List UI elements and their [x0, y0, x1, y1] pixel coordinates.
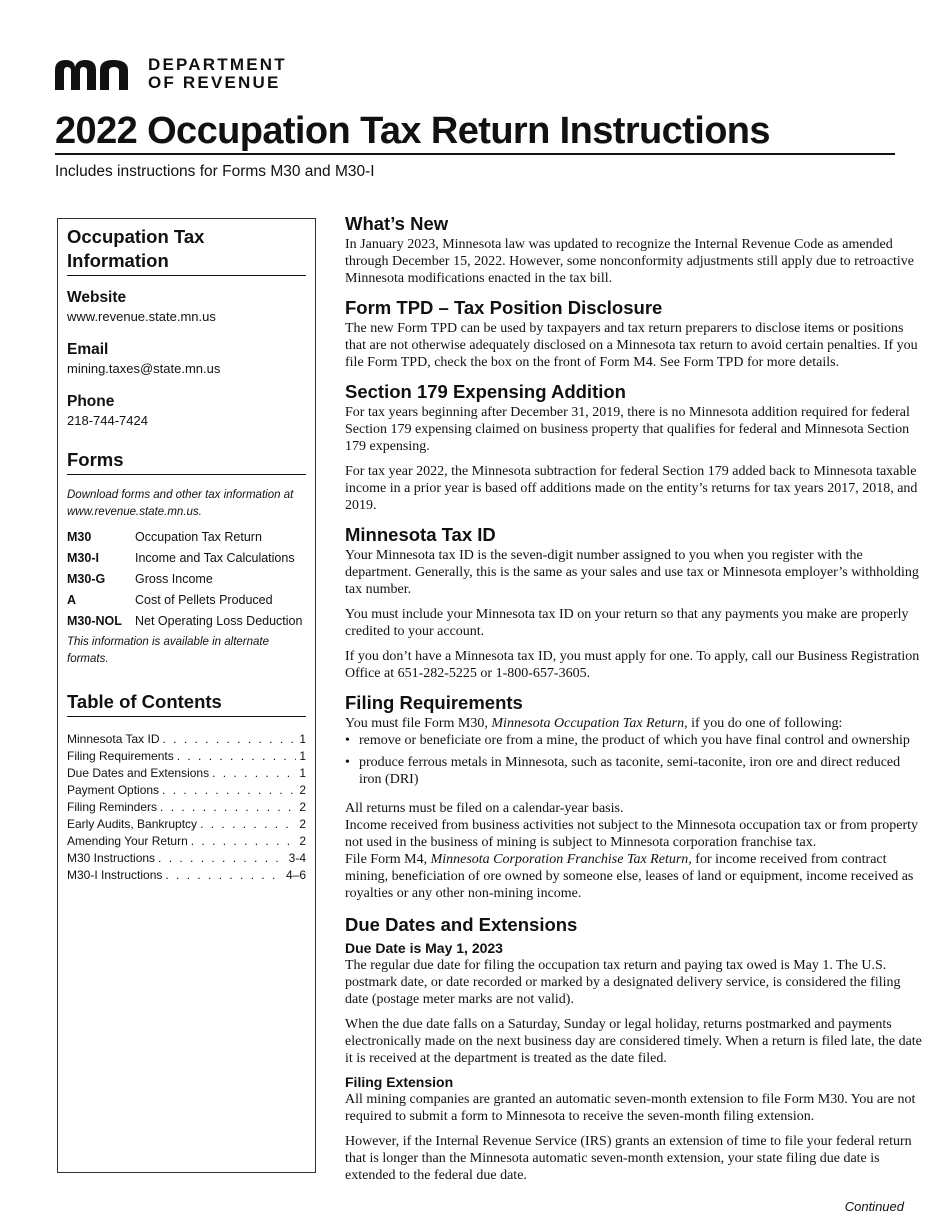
form-name: Occupation Tax Return [135, 530, 262, 544]
toc-label: Early Audits, Bankruptcy [67, 817, 198, 831]
whats-new-section [345, 212, 925, 287]
tpd-text: The new Form TPD can be used by taxpayers and tax return preparers to disclose items or positions that are not otherwise adequately disclosed on a Minnesota tax return to avoid certain penalties. If you file Form TPD, check the box on the front of Form M4. See Form TPD for more details. [345, 321, 918, 370]
toc-leader [163, 731, 297, 748]
title-divider [55, 153, 895, 155]
toc-entry[interactable] [67, 799, 306, 816]
toc-leader [162, 782, 296, 799]
toc-entry[interactable] [67, 850, 306, 867]
toc-leader [191, 833, 297, 850]
tax-id-heading: Minnesota Tax ID [345, 524, 496, 545]
filing-bullets [345, 732, 925, 788]
website-label: Website [67, 289, 127, 306]
phone-block [67, 392, 306, 430]
phone-value: 218-744-7424 [67, 413, 148, 428]
form-code: A [67, 593, 77, 607]
toc-page: 2 [299, 783, 306, 797]
section-179-section [345, 380, 925, 514]
form-name: Cost of Pellets Produced [135, 593, 273, 607]
section-179-text-1: For tax years beginning after December 31, 2019, there is no Minnesota addition required for federal Section 179 expensing claimed on business property that qualifies for federal and Minnesota Section 179 expensing. [345, 405, 910, 454]
info-sidebar [57, 218, 316, 1173]
filing-intro-text: You must file Form M30, [345, 716, 492, 731]
filing-extension-text-1: All mining companies are granted an automatic seven-month extension to file Form M30. You are not required to submit a form to Minnesota to receive the seven-month filing extension. [345, 1092, 916, 1124]
toc-leader [160, 799, 296, 816]
forms-heading: Forms [67, 448, 306, 475]
toc-page: 1 [299, 749, 306, 763]
toc-page: 2 [299, 834, 306, 848]
form-m30-title: Minnesota Occupation Tax Return, [491, 716, 688, 731]
form-m4-text [345, 851, 925, 902]
toc-leader [177, 748, 297, 765]
tpd-heading: Form TPD – Tax Position Disclosure [345, 297, 663, 318]
toc-page: 1 [299, 732, 306, 746]
toc-label: Minnesota Tax ID [67, 732, 160, 746]
calendar-year-text: All returns must be filed on a calendar-year basis. [345, 801, 624, 816]
toc-entry[interactable] [67, 748, 306, 765]
occupation-tax-info-heading: Occupation Tax Information [67, 226, 205, 271]
toc-label: M30-I Instructions [67, 868, 163, 882]
email-block [67, 340, 306, 378]
info-heading-rule [67, 275, 306, 276]
table-of-contents [67, 731, 306, 884]
toc-leader [165, 867, 283, 884]
logo-line-1: DEPARTMENT [148, 55, 287, 74]
forms-download-note: Download forms and other tax information at www.revenue.state.mn.us. [67, 489, 294, 518]
tax-id-text-1: Your Minnesota tax ID is the seven-digit number assigned to you when you register with the department. Generally, this is the same as your sales and use tax or Minnesota employer’s withholding tax number. [345, 548, 919, 597]
form-row [67, 550, 306, 567]
tax-id-section [345, 523, 925, 682]
toc-label: Amending Your Return [67, 834, 188, 848]
filing-extension-text-2: However, if the Internal Revenue Service (IRS) grants an extension of time to file your federal return that is longer than the Minnesota automatic seven-month extension, your state filing due date is extended to the federal due date. [345, 1134, 912, 1183]
tpd-section [345, 296, 925, 371]
form-code: M30 [67, 530, 92, 544]
forms-list [67, 529, 306, 630]
toc-page: 4–6 [285, 868, 306, 882]
logo-line-2: OF REVENUE [148, 73, 281, 92]
mn-logo-icon [55, 58, 135, 90]
toc-entry[interactable] [67, 765, 306, 782]
toc-label: Filing Reminders [67, 800, 158, 814]
toc-entry[interactable] [67, 731, 306, 748]
toc-entry[interactable] [67, 782, 306, 799]
toc-page: 3-4 [288, 851, 306, 865]
form-m4-text-end: for income received from contract mining, beneficiation of ore owned by someone else, leases of land or equipment, income received as royalties or any other non-mining income. [345, 852, 914, 901]
form-m4-title: Minnesota Corporation Franchise Tax Return, [430, 852, 692, 867]
toc-label: M30 Instructions [67, 851, 156, 865]
email-link[interactable]: mining.taxes@state.mn.us [67, 361, 221, 376]
filing-requirements-heading: Filing Requirements [345, 692, 523, 713]
due-dates-heading: Due Dates and Extensions [345, 914, 578, 935]
tax-id-text-2: You must include your Minnesota tax ID on your return so that any payments you make are properly credited to your account. [345, 607, 909, 639]
form-name: Net Operating Loss Deduction [135, 614, 303, 628]
page-subtitle: Includes instructions for Forms M30 and M30-I [55, 163, 375, 180]
filing-intro [345, 715, 925, 732]
toc-page: 2 [299, 817, 306, 831]
toc-entry[interactable] [67, 816, 306, 833]
form-row [67, 529, 306, 546]
page-title: 2022 Occupation Tax Return Instructions [55, 110, 770, 152]
form-name: Gross Income [135, 572, 213, 586]
form-row [67, 613, 306, 630]
form-code: M30-G [67, 572, 106, 586]
phone-label: Phone [67, 393, 115, 410]
toc-leader [212, 765, 296, 782]
toc-leader [158, 850, 286, 867]
due-date-text-1: The regular due date for filing the occupation tax return and paying tax owed is May 1. The U.S. postmark date, or date recorded or marked by a designated delivery service, is considered the filing date (postage meter marks are not valid). [345, 958, 901, 1007]
whats-new-heading: What’s New [345, 213, 449, 234]
toc-entry[interactable] [67, 833, 306, 850]
website-block [67, 288, 306, 326]
form-code: M30-NOL [67, 614, 122, 628]
toc-heading: Table of Contents [67, 690, 306, 717]
continued-label: Continued [844, 1199, 904, 1214]
tax-id-text-3: If you don’t have a Minnesota tax ID, you must apply for one. To apply, call our Business Registration Office at 651-282-5225 or 1-800-657-3605. [345, 649, 920, 681]
website-link[interactable]: www.revenue.state.mn.us [67, 309, 216, 324]
toc-label: Due Dates and Extensions [67, 766, 210, 780]
form-code: M30-I [67, 551, 99, 565]
form-m4-text-start: File Form M4, [345, 852, 431, 867]
email-label: Email [67, 341, 109, 358]
list-item: • remove or beneficiate ore from a mine, the product of which you have final control and ownership [345, 732, 925, 749]
franchise-tax-text: Income received from business activities not subject to the Minnesota occupation tax or from property not used in the business of mining is subject to Minnesota corporation franchise tax. [345, 818, 919, 850]
toc-label: Payment Options [67, 783, 160, 797]
section-179-text-2: For tax year 2022, the Minnesota subtraction for federal Section 179 added back to Minnesota taxable income in a prior year is based off additions made on the entity’s returns for tax years 2017, 2018, and 2019. [345, 464, 918, 513]
filing-extension-subheading: Filing Extension [345, 1074, 454, 1090]
main-content [345, 212, 925, 1184]
due-dates-section [345, 913, 925, 1184]
filing-requirements-section [345, 691, 925, 902]
form-row [67, 571, 306, 588]
due-date-subheading: Due Date is May 1, 2023 [345, 940, 503, 956]
toc-leader [200, 816, 296, 833]
alternate-formats-note: This information is available in alternate formats. [67, 636, 269, 665]
form-row [67, 592, 306, 609]
toc-page: 1 [299, 766, 306, 780]
form-name: Income and Tax Calculations [135, 551, 295, 565]
toc-page: 2 [299, 800, 306, 814]
filing-intro-text-end: if you do one of following: [687, 716, 843, 731]
whats-new-text: In January 2023, Minnesota law was updated to recognize the Internal Revenue Code as amended through December 15, 2022. However, some nonconformity adjustments still apply due to retroactive Minnesota modifications enacted in the tax bill. [345, 237, 915, 286]
section-179-heading: Section 179 Expensing Addition [345, 381, 626, 402]
due-date-text-2: When the due date falls on a Saturday, Sunday or legal holiday, returns postmarked and payments electronically made on the next business day are considered timely. When a return is filed late, the date it is received at the department is treated as the date filed. [345, 1017, 922, 1066]
toc-entry[interactable] [67, 867, 306, 884]
list-item: • produce ferrous metals in Minnesota, such as taconite, semi-taconite, iron ore and direct reduced iron (DRI) [345, 754, 925, 788]
toc-label: Filing Requirements [67, 749, 174, 763]
